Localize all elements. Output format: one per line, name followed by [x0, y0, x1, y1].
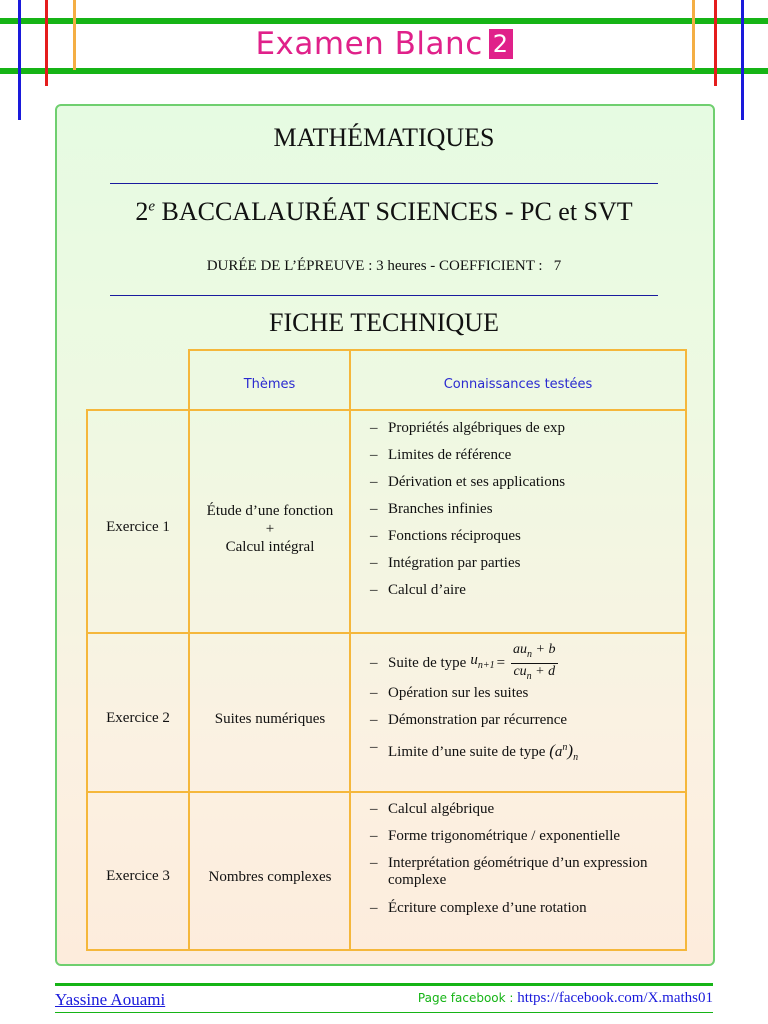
- top-green-line-1: [0, 18, 768, 24]
- theme-line: Étude d’une fonction: [206, 503, 334, 519]
- exam-title: [0, 26, 768, 62]
- duration-line: DURÉE DE L’ÉPREUVE : 3 heures - COEFFICIENT : 7: [206, 258, 562, 274]
- facebook-label: Page facebook :: [417, 991, 514, 1005]
- recurrence-fraction: $\frac{au_n + b}{cu_n + d}$: [513, 642, 556, 682]
- list-item: – Branches infinies: [370, 501, 493, 517]
- list-item: – Écriture complexe d’une rotation: [370, 900, 587, 916]
- theme-line: +: [265, 521, 275, 537]
- list-item: – Interprétation géométrique d’un expression complexe: [370, 855, 648, 888]
- exam-number-badge: 2: [489, 29, 513, 59]
- table-border: [188, 349, 687, 351]
- divider-top: [110, 183, 658, 184]
- table-border: [685, 349, 687, 951]
- exercise-label: Exercice 3: [106, 868, 170, 884]
- list-item: – Démonstration par récurrence: [370, 712, 568, 728]
- list-item: – Intégration par parties: [370, 555, 521, 571]
- facebook-link[interactable]: https://facebook.com/X.maths01: [517, 990, 713, 1006]
- list-item: – Calcul d’aire: [370, 582, 466, 598]
- theme-line: Calcul intégral: [225, 539, 315, 555]
- author-link[interactable]: Yassine Aouami: [55, 990, 166, 1009]
- level-prefix: 2: [135, 197, 149, 226]
- table-border: [86, 632, 687, 634]
- exercise-label: Exercice 1: [106, 519, 170, 535]
- fiche-title: FICHE TECHNIQUE: [269, 308, 499, 337]
- level-sup: e: [148, 198, 155, 215]
- list-item: – Propriétés algébriques de exp: [370, 420, 566, 436]
- table-border: [86, 949, 687, 951]
- list-item: – Suite de type $u_{n+1}$ = $\frac{au_n + b}{cu_n + d}$: [370, 642, 558, 685]
- table-border: [349, 349, 351, 951]
- table-border: [86, 409, 687, 411]
- exercise-label: Exercice 2: [106, 710, 170, 726]
- list-item: – Dérivation et ses applications: [370, 474, 566, 490]
- exam-title-text: Examen Blanc: [255, 26, 483, 62]
- table-border: [188, 349, 190, 951]
- column-header-knowledge: Connaissances testées: [443, 377, 593, 392]
- column-header-themes: Thèmes: [243, 377, 296, 392]
- list-item: – Forme trigonométrique / exponentielle: [370, 828, 621, 844]
- footer-underline: [55, 1012, 713, 1013]
- suite-type-label: Suite de type: [388, 654, 467, 671]
- level-rest: BACCALAURÉAT SCIENCES - PC et SVT: [154, 197, 633, 226]
- divider-bottom: [110, 295, 658, 296]
- level-title: [0, 197, 768, 227]
- subject-title: MATHÉMATIQUES: [273, 123, 495, 152]
- facebook-info: [418, 990, 713, 1007]
- table-border: [86, 791, 687, 793]
- list-item: – Limites de référence: [370, 447, 512, 463]
- top-green-line-2: [0, 68, 768, 74]
- theme-cell: Suites numériques: [214, 711, 326, 727]
- list-item: – Fonctions réciproques: [370, 528, 521, 544]
- theme-cell: [190, 502, 350, 556]
- theme-cell: Nombres complexes: [208, 869, 332, 885]
- list-item: – Opération sur les suites: [370, 685, 529, 701]
- list-item: – Calcul algébrique: [370, 801, 495, 817]
- list-item: – Limite d’une suite de type $(a^n)_n$: [370, 739, 579, 763]
- footer-line: [55, 983, 713, 986]
